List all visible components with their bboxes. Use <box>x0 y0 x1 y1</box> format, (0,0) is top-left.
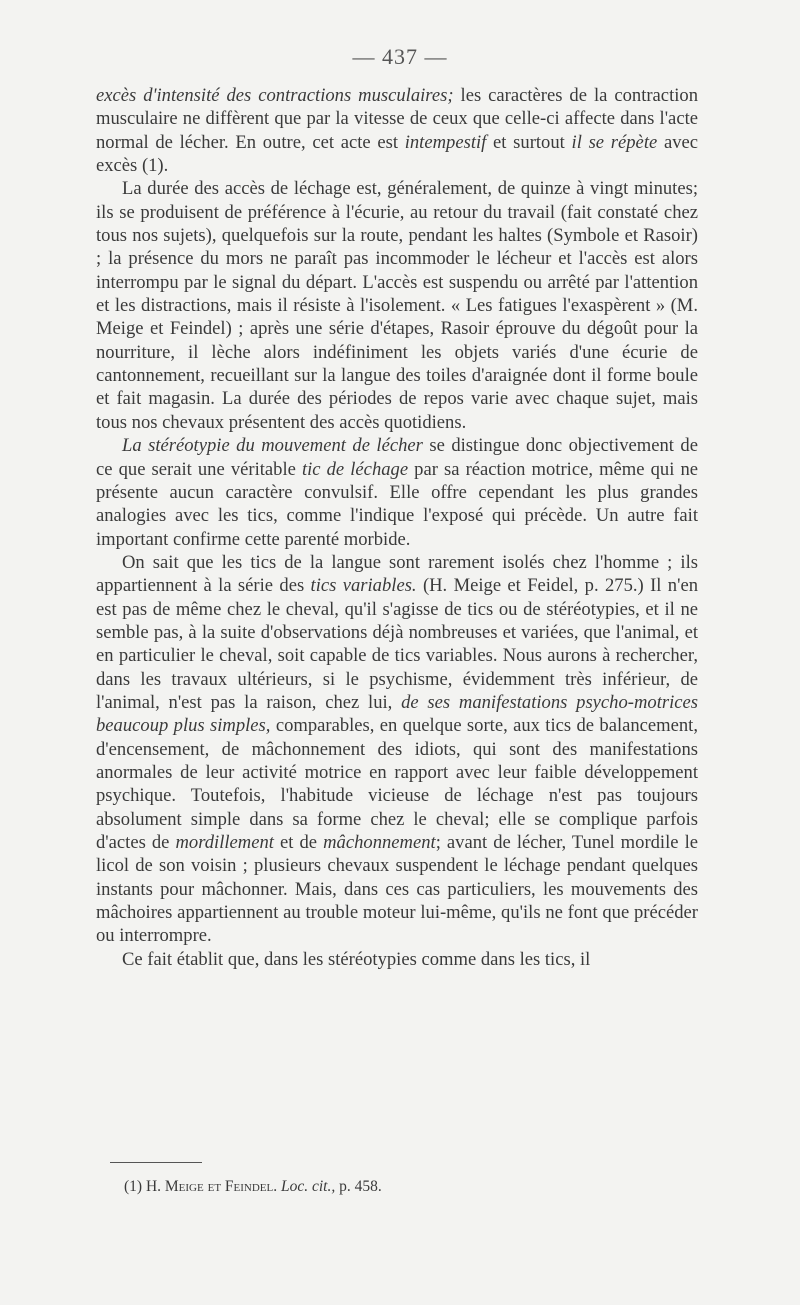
italic-run: il se répète <box>571 131 658 153</box>
footnote-rule <box>110 1162 202 1163</box>
page-number: — 437 — <box>352 44 448 69</box>
italic-run: La stéréotypie du mouvement de lécher <box>122 435 423 457</box>
paragraph <box>96 177 698 434</box>
footnote <box>124 1177 704 1197</box>
text-run: Ce fait établit que, dans les stéréotypies comme dans les tics, il <box>122 948 591 970</box>
italic-run: tic de léchage <box>301 458 409 480</box>
text-run: (H. Meige et Feidel, p. 275.) Il n'en est pas de même chez le cheval, qu'il s'agisse de tics ou de stéréotypies, et il ne semble pas, à la suite d'observations déjà nombreuses et variées, que l'animal, et en particulier le cheval, soit capable de tics variables. Nous aurons à rechercher, dans les travaux ultérieurs, si le psychisme, évidemment très inférieur, de l'animal, n'est pas la raison, chez lui, <box>96 575 698 713</box>
italic-run: de ses manifestations psycho-motrices beaucoup plus simples, <box>96 691 699 737</box>
text-run: ; avant de lécher, Tunel mordile le licol de son voisin ; plusieurs chevaux suspendent le léchage pendant quelques instants pour mâchonner. Mais, dans ces cas particuliers, les mouvements des mâchoires appartiennent au trouble moteur lui-même, qu'ils ne font que précéder ou interrompre. <box>96 832 698 947</box>
italic-run: mordillement <box>175 832 274 853</box>
text-run: avec excès (1). <box>96 131 699 177</box>
text-run: et de <box>273 832 324 853</box>
italic-run: intempestif <box>404 131 487 153</box>
text-run: par sa réaction motrice, même qui ne présente aucun caractère convulsif. Elle offre cependant les plus grandes analogies avec les tics, comme l'indique l'exposé qui précède. Un autre fait important confirme cette parenté morbide. <box>96 458 699 550</box>
footnote-marker: (1) <box>124 1178 143 1195</box>
text-run: les caractères de la contraction musculaire ne diffèrent que par la vitesse de ceux que celle-ci affecte dans l'acte normal de lécher. En outre, cet acte est <box>96 85 698 153</box>
footnote-authors: H. Meige et Feindel. <box>145 1178 278 1195</box>
text-run: et surtout <box>486 131 572 153</box>
italic-run: tics variables. <box>310 575 417 597</box>
italic-run: mâchonnement <box>323 832 436 853</box>
paragraph <box>96 434 698 551</box>
body-text <box>96 84 698 971</box>
text-run: On sait que les tics de la langue sont rarement isolés chez l'homme ; ils appartiennent à la série des <box>96 551 698 597</box>
text-run: se distingue donc objectivement de ce que serait une véritable <box>96 435 698 480</box>
paragraph <box>96 948 698 971</box>
paragraph <box>96 551 698 948</box>
text-run: La durée des accès de léchage est, généralement, de quinze à vingt minutes; ils se produisent de préférence à l'écurie, au retour du travail (fait constaté chez tous nos sujets), quelquefois sur la route, pendant les haltes (Symbole et Rasoir) ; la présence du mors ne paraît pas incommoder le lécheur et l'accès est alors interrompu par le signal du départ. L'accès est suspendu ou arrêté par l'attention et les distractions, mais il résiste à l'isolement. « Les fatigues l'exaspèrent » (M. Meige et Feindel) ; après une série d'étapes, Rasoir éprouve du dégoût pour la nourriture, il lèche alors indéfiniment les objets variés d'une écurie de cantonnement, recueillant sur la langue des toiles d'araignée dont il forme boule et fait magasin. La durée des périodes de repos varie avec chaque sujet, mais tous nos chevaux présentent des accès quotidiens. <box>96 178 698 433</box>
italic-run: excès d'intensité des contractions musculaires; <box>96 85 454 106</box>
footnote-reference: Loc. cit., <box>281 1178 336 1195</box>
footnote-page: p. 458. <box>339 1178 382 1195</box>
text-run: comparables, en quelque sorte, aux tics de balancement, d'encensement, de mâchonnement des idiots, qui sont des manifestations anormales de leur activité motrice en rapport avec leur faible développement psychique. Toutefois, l'habitude vicieuse de léchage n'est pas toujours absolument simple dans sa forme chez le cheval; elle se complique parfois d'actes de <box>96 715 699 853</box>
paragraph <box>96 84 698 177</box>
